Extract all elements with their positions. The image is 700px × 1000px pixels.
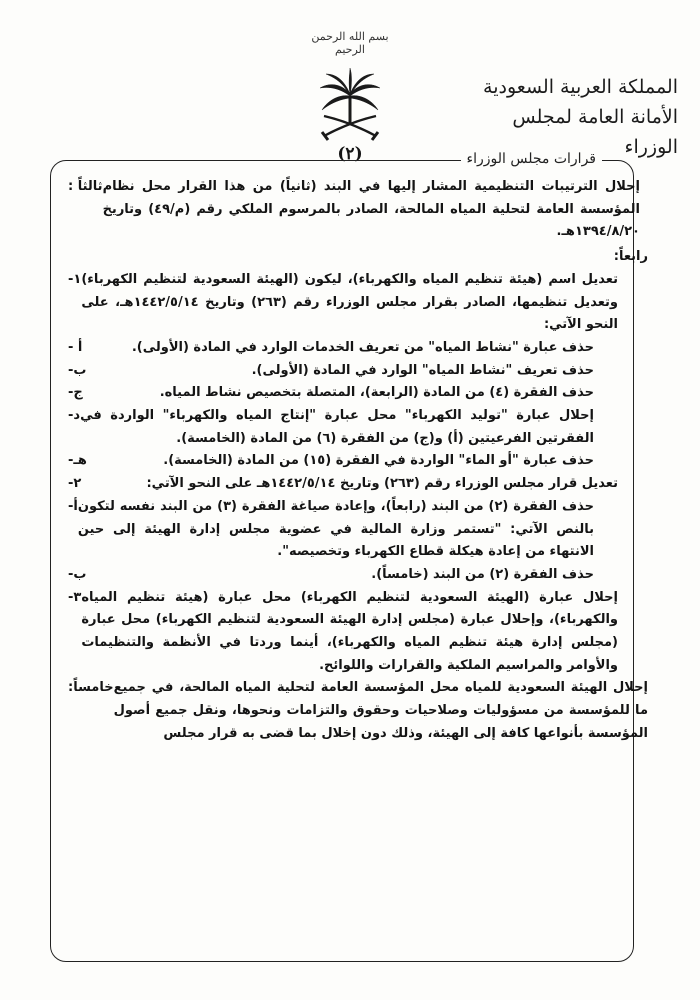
section-text: إحلال الهيئة السعودية للمياه محل المؤسسة العامة لتحلية المياه المالحة، في جميع ما للمؤسسة من مسؤوليات وصلاحيات وحقوق والتزامات ونحوها، ونقل جميع أصول المؤسسة بأنواعها كافة إلى الهيئة، وذلك دون إخلال بما قضى به قرار مجلس [113,680,648,741]
subitem-marker: ب- [68,362,87,378]
section-third [68,176,640,244]
fourth-item-2-a [68,496,594,564]
subitem-text: حذف تعريف "نشاط المياه" الوارد في المادة (الأولى). [251,362,594,378]
item-text: تعديل اسم (هيئة تنظيم المياه والكهرباء)، ليكون (الهيئة السعودية لتنظيم الكهرباء) وتعديل تنظيمها، الصادر بقرار مجلس الوزراء رقم (٢٦٣) وتاريخ ١٤٤٢/٥/١٤هـ، على النحو الآتي: [81,271,618,333]
section-fourth-label: رابعاً: [613,249,648,265]
fourth-item-3 [68,587,618,678]
kingdom-title: المملكة العربية السعودية [483,76,678,98]
subitem-text: إحلال عبارة "توليد الكهرباء" محل عبارة "إنتاج المياه والكهرباء" الواردة في الفقرتين الفرعيتين (أ) و(ج) من الفقرة (٦) من المادة (الخامسة). [80,408,594,446]
letterhead [458,72,678,162]
decisions-label: قرارات مجلس الوزراء [461,151,602,167]
basmala: بسم الله الرحمن الرحيم [311,30,389,56]
page-number: (٢) [337,144,363,164]
subitem-text: حذف الفقرة (٢) من البند (رابعاً)، وإعادة صياغة الفقرة (٣) من البند نفسه لتكون بالنص الآتي: "تستمر وزارة المالية في عضوية مجلس إدارة الهيئة إلى حين الانتهاء من إعادة هيكلة قطاع الكهرباء وتخصيصه". [77,498,594,560]
section-label: ثالثاً : [68,179,103,194]
document-body [68,176,648,746]
subitem-text: حذف الفقرة (٢) من البند (خامساً). [371,566,594,582]
section-text: إحلال الترتيبات التنظيمية المشار إليها في البند (ثانياً) من هذا القرار محل نظام المؤسسة العامة لتحلية المياه المالحة، الصادر بالمرسوم الملكي رقم (م/٤٩) وتاريخ ١٣٩٤/٨/٢٠هـ. [102,179,640,240]
fourth-item-1-b [68,360,594,383]
item-marker: ٣- [68,589,82,605]
section-fifth [68,677,648,745]
item-marker: ٢- [68,476,82,492]
subitem-text: حذف عبارة "نشاط المياه" من تعريف الخدمات الوارد في المادة (الأولى). [131,339,594,355]
fourth-item-1-a [68,337,594,360]
fourth-item-1-c [68,382,594,405]
palm-swords-emblem-icon [314,66,386,148]
section-label: خامساً: [68,680,114,696]
fourth-item-1 [68,269,618,337]
subitem-marker: أ - [68,339,83,355]
subitem-marker: د- [68,408,81,424]
fourth-item-1-e [68,450,594,473]
subitem-marker: هـ- [68,453,87,469]
fourth-item-1-d [68,405,594,450]
subitem-marker: ب- [68,566,87,582]
subitem-marker: أ- [68,498,78,514]
secretariat-title: الأمانة العامة لمجلس الوزراء [512,106,678,158]
fourth-item-2-b [68,564,594,587]
item-text: إحلال عبارة (الهيئة السعودية لتنظيم الكهرباء) محل عبارة (هيئة تنظيم المياه والكهرباء)، وإحلال عبارة (مجلس إدارة الهيئة السعودية لتنظيم الكهرباء) محل عبارة (مجلس إدارة هيئة تنظيم المياه والكهرباء)، أينما وردتا في الأنظمة والتنظيمات والأوامر والمراسيم الملكية والقرارات واللوائح. [81,589,618,673]
subitem-text: حذف عبارة "أو الماء" الواردة في الفقرة (١٥) من المادة (الخامسة). [163,453,594,469]
item-marker: ١- [68,271,82,287]
subitem-marker: ج- [68,385,83,401]
fourth-item-2 [68,473,618,496]
item-text: تعديل قرار مجلس الوزراء رقم (٢٦٣) وتاريخ ١٤٤٢/٥/١٤هـ على النحو الآتي: [146,476,618,492]
subitem-text: حذف الفقرة (٤) من المادة (الرابعة)، المتصلة بتخصيص نشاط المياه. [159,385,594,401]
